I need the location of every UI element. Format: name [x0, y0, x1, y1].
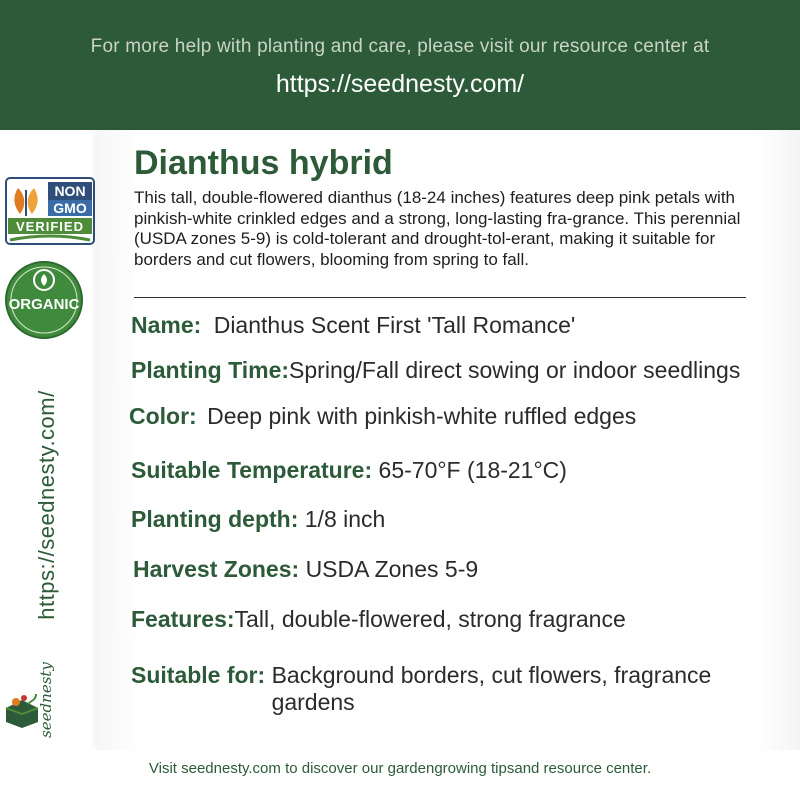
spec-row-temperature	[131, 457, 567, 484]
non-gmo-line3: VERIFIED	[16, 219, 84, 234]
spec-value: 1/8 inch	[304, 506, 386, 532]
product-card	[98, 130, 800, 750]
spec-value: 65-70°F (18-21°C)	[378, 457, 567, 483]
spec-label: Color:	[129, 403, 197, 429]
banner-help-text: For more help with planting and care, please visit our resource center at	[90, 36, 710, 57]
spec-label: Features:	[131, 606, 235, 632]
banner-url-link[interactable]: https://seednesty.com/	[275, 70, 525, 98]
spec-label: Name:	[131, 312, 202, 338]
product-description: This tall, double-flowered dianthus (18-24 inches) features deep pink petals with pinkish-white crinkled edges and a strong, long-lasting fra-grance. This perennial (USDA zones 5-9) is cold-tolerant and drought-tol-erant, making it suitable for borders and cut flowers, blooming from spring to fall.	[134, 188, 741, 269]
seednesty-logo-text: seednesty	[37, 662, 55, 738]
spec-label: Harvest Zones:	[133, 556, 300, 582]
non-gmo-line1: NON	[54, 183, 86, 199]
left-sidebar	[0, 130, 98, 750]
top-banner	[0, 0, 800, 130]
seednesty-logo-icon	[2, 690, 42, 730]
non-gmo-verified-icon	[4, 176, 96, 246]
organic-label: ORGANIC	[8, 296, 80, 313]
spec-value: Dianthus Scent First 'Tall Romance'	[213, 312, 576, 338]
spec-value: USDA Zones 5-9	[305, 556, 479, 582]
spec-row-features	[131, 606, 626, 633]
organic-badge-icon	[4, 260, 84, 340]
spec-row-harvest-zones	[133, 556, 478, 583]
spec-row-suitable-for	[131, 662, 772, 716]
footer-text: Visit seednesty.com to discover our gardengrowing tipsand resource center.	[148, 760, 652, 777]
footer	[0, 750, 800, 800]
spec-value: Deep pink with pinkish-white ruffled edges	[207, 403, 637, 429]
spec-label: Planting Time:	[131, 357, 290, 383]
spec-row-planting-time	[131, 357, 740, 384]
spec-row-name	[131, 312, 575, 339]
section-divider	[134, 297, 746, 298]
spec-row-color	[129, 403, 636, 430]
spec-row-planting-depth	[131, 506, 385, 533]
vertical-url-text: https://seednesty.com/	[34, 390, 59, 620]
spec-value: Spring/Fall direct sowing or indoor seedlings	[289, 357, 741, 383]
non-gmo-line2: GMO	[53, 200, 87, 216]
spec-value: Tall, double-flowered, strong fragrance	[234, 606, 626, 632]
spec-label: Suitable for:	[131, 662, 266, 688]
spec-value: Background borders, cut flowers, fragrance gardens	[271, 662, 712, 715]
spec-label: Planting depth:	[131, 506, 299, 532]
product-title: Dianthus hybrid	[134, 144, 393, 182]
spec-label: Suitable Temperature:	[131, 457, 373, 483]
